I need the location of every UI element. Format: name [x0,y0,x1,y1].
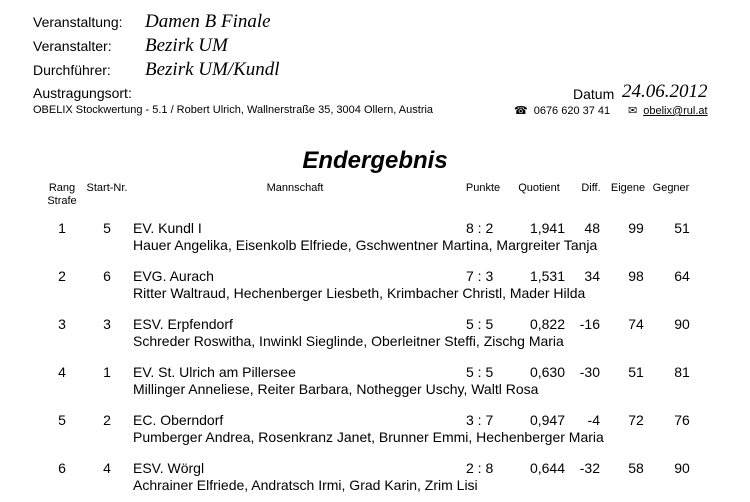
row-gegner: 81 [674,364,690,380]
row-players: Hauer Angelika, Eisenkolb Elfriede, Gschwentner Martina, Margreiter Tanja [133,237,598,253]
row-startnr: 5 [103,220,111,236]
col-punkte: Punkte [465,182,501,194]
row-rang: 4 [58,364,66,380]
col-diff: Diff. [581,182,601,194]
row-startnr: 2 [103,412,111,428]
col-mannschaft: Mannschaft [266,182,324,194]
veranstalter-value: Bezirk UM [145,35,228,56]
row-team: EVG. Aurach [133,268,214,284]
page-title: Endergebnis [302,147,448,174]
row-eigene: 72 [628,412,644,428]
row-gegner: 90 [674,316,690,332]
row-punkte: 2 : 8 [466,460,494,476]
row-punkte: 5 : 5 [466,364,494,380]
col-quotient: Quotient [518,182,560,194]
mail-icon: ✉ [628,105,638,117]
datum-value: 24.06.2012 [622,81,708,102]
row-players: Achrainer Elfriede, Andratsch Irmi, Grad Karin, Zrim Lisi [133,477,478,493]
row-quotient: 0,630 [529,364,565,380]
phone-number: 0676 620 37 41 [533,105,611,117]
veranstaltung-value: Damen B Finale [145,11,271,32]
software-info: OBELIX Stockwertung - 5.1 / Robert Ulrich, Wallnerstraße 35, 3004 Ollern, Austria [33,104,434,116]
row-rang: 1 [58,220,66,236]
col-strafe: Strafe [47,195,77,207]
row-punkte: 3 : 7 [466,412,494,428]
datum-label: Datum [573,86,615,102]
row-quotient: 0,644 [529,460,565,476]
row-startnr: 6 [103,268,111,284]
row-gegner: 64 [674,268,690,284]
row-startnr: 1 [103,364,111,380]
row-team: EV. Kundl I [133,220,202,236]
durchfuehrer-label: Durchführer: [33,62,111,78]
row-eigene: 51 [628,364,644,380]
row-punkte: 8 : 2 [466,220,494,236]
row-rang: 5 [58,412,66,428]
phone-entry [514,104,610,117]
veranstaltung-label: Veranstaltung: [33,14,123,30]
email-entry [628,104,708,117]
row-team: ESV. Erpfendorf [133,316,233,332]
row-players: Millinger Anneliese, Reiter Barbara, Nothegger Uschy, Waltl Rosa [133,381,539,397]
row-quotient: 0,822 [529,316,565,332]
austragungsort-label: Austragungsort: [33,85,132,101]
row-diff: 34 [584,268,600,284]
row-diff: 48 [584,220,600,236]
col-gegner: Gegner [652,182,690,194]
row-team: ESV. Wörgl [133,460,205,476]
row-diff: -32 [579,460,600,476]
col-rang: Rang [48,182,76,194]
row-diff: -16 [579,316,600,332]
row-rang: 6 [58,460,66,476]
row-eigene: 99 [628,220,644,236]
row-diff: -30 [579,364,600,380]
row-team: EV. St. Ulrich am Pillersee [133,364,296,380]
row-startnr: 4 [103,460,111,476]
row-gegner: 76 [674,412,690,428]
row-players: Schreder Roswitha, Inwinkl Sieglinde, Oberleitner Steffi, Zischg Maria [133,333,564,349]
col-startnr: Start-Nr. [86,182,128,194]
row-punkte: 7 : 3 [466,268,494,284]
row-team: EC. Oberndorf [133,412,224,428]
row-gegner: 90 [674,460,690,476]
row-rang: 3 [58,316,66,332]
row-quotient: 1,531 [529,268,565,284]
veranstalter-label: Veranstalter: [33,38,112,54]
row-rang: 2 [58,268,66,284]
row-eigene: 58 [628,460,644,476]
durchfuehrer-value: Bezirk UM/Kundl [145,59,280,80]
row-eigene: 98 [628,268,644,284]
row-diff: -4 [587,412,600,428]
row-eigene: 74 [628,316,644,332]
email-link[interactable]: obelix@rul.at [643,105,708,117]
phone-icon: ☎ [514,105,528,117]
row-players: Ritter Waltraud, Hechenberger Liesbeth, Krimbacher Christl, Mader Hilda [133,285,586,301]
col-eigene: Eigene [610,182,646,194]
row-players: Pumberger Andrea, Rosenkranz Janet, Brunner Emmi, Hechenberger Maria [133,429,604,445]
row-quotient: 0,947 [529,412,565,428]
row-punkte: 5 : 5 [466,316,494,332]
row-startnr: 3 [103,316,111,332]
row-quotient: 1,941 [529,220,565,236]
row-gegner: 51 [674,220,690,236]
